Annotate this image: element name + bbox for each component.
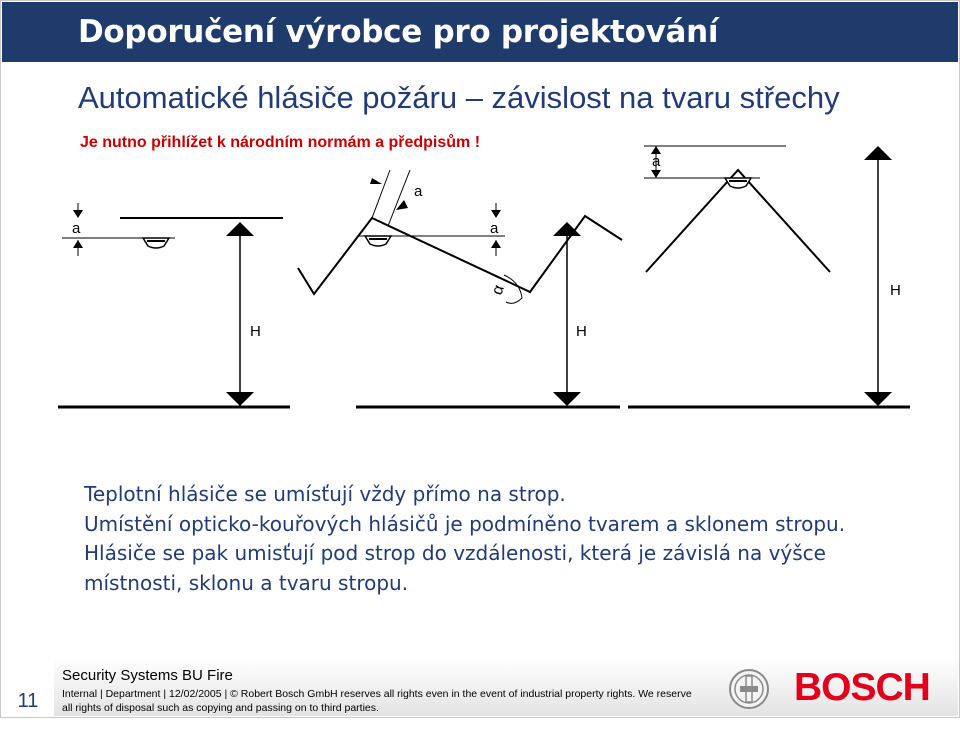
bosch-logo: BOSCH (794, 666, 930, 709)
warning-note: Je nutno přihlížet k národním normám a předpisům ! (80, 134, 481, 151)
footer-legal: Internal | Department | 12/02/2005 | © Robert Bosch GmbH reserves all rights even in the event of industrial property rights. We reserve all rights of disposal such as copying and passing on to third parties. (62, 688, 692, 714)
flat-bottom-arrowhead (226, 392, 254, 406)
flat-top-arrowhead (226, 222, 254, 236)
right-bottom-arrowhead (864, 392, 892, 406)
label-a-gable: a (652, 153, 661, 170)
footer-title: Security Systems BU Fire (62, 667, 233, 684)
footer (2, 658, 958, 716)
page-title: Doporučení výrobce pro projektování (78, 14, 719, 50)
body-line: Teplotní hlásiče se umísťují vždy přímo na strop. (84, 482, 566, 506)
label-h-middle: H (576, 323, 587, 340)
body-text (84, 480, 904, 598)
label-a-slope: a (414, 183, 423, 200)
page-number: 11 (2, 658, 54, 716)
body-line: místnosti, sklonu a tvaru stropu. (84, 570, 409, 595)
label-h-gable: H (890, 282, 901, 299)
label-alpha: α (488, 282, 508, 298)
body-line: Umístění opticko-kouřových hlásičů je podmíněno tvarem a sklonem stropu. (84, 511, 846, 536)
label-a-flat: a (72, 220, 81, 237)
label-h-flat: H (250, 323, 261, 340)
bosch-armature-icon (728, 668, 770, 710)
label-a-middle: a (490, 220, 499, 237)
slide-subtitle: Automatické hlásiče požáru – závislost na tvaru střechy (78, 80, 840, 115)
body-line: Hlásiče se pak umisťují pod strop do vzdálenosti, která je závislá na výšce (84, 541, 826, 565)
detector-icon (143, 178, 751, 248)
right-top-arrowhead (864, 146, 892, 160)
middle-bottom-arrowhead (553, 392, 581, 406)
sawtooth-ceiling (298, 216, 622, 294)
